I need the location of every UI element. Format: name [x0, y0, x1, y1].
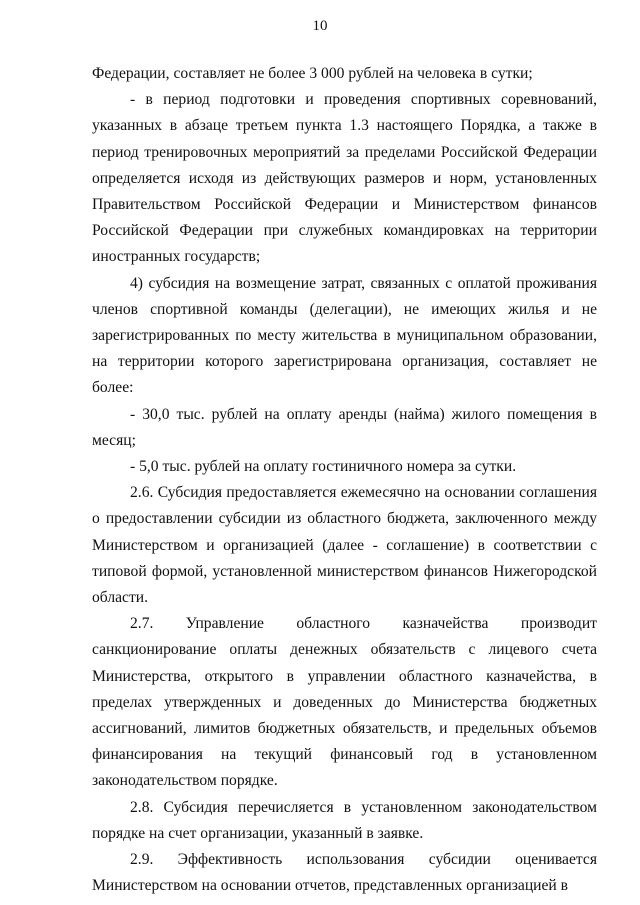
paragraph-2-6: 2.6. Субсидия предоставляется ежемесячно на основании соглашения о предоставлении субсидии из областного бюджета, заключенного между Министерством и организацией (далее - соглашение) в соответствии с типовой формой, установленной министерством финансов Нижегородской области. [92, 484, 597, 607]
paragraph-2-9: 2.9. Эффективность использования субсидии оценивается Министерством на основании отчетов, представленных организацией в [92, 851, 597, 895]
paragraph-federation-limit: Федерации, составляет не более 3 000 рублей на человека в сутки; [92, 65, 533, 82]
page-number: 10 [312, 18, 328, 34]
paragraph-subsidy-housing: 4) субсидия на возмещение затрат, связанных с оплатой проживания членов спортивной команды (делегации), не имеющих жилья и не зарегистрированных по месту жительства в муниципальном образовании, на территории которого зарегистрирована организация, составляет не более: [92, 274, 597, 397]
paragraph-abroad-training: - в период подготовки и проведения спортивных соревнований, указанных в абзаце третьем пункта 1.3 настоящего Порядка, а также в период тренировочных мероприятий за пределами Российской Федерации определяется исходя из действующих размеров и норм, установленных Правительством Российской Федерации и Министерством финансов Российской Федерации при служебных командировках на территории иностранных государств; [92, 91, 597, 266]
paragraph-2-8: 2.8. Субсидия перечисляется в установленном законодательством порядке на счет организации, указанный в заявке. [92, 798, 597, 842]
paragraph-2-7: 2.7. Управление областного казначейства производит санкционирование оплаты денежных обязательств с лицевого счета Министерства, открытого в управлении областного казначейства, в пределах утвержденных и доведенных до Министерства бюджетных ассигнований, лимитов бюджетных обязательств, и предельных объемов финансирования на текущий финансовый год в установленном законодательством порядке. [92, 615, 597, 790]
document-body [92, 61, 597, 900]
paragraph-rent-limit: - 30,0 тыс. рублей на оплату аренды (найма) жилого помещения в месяц; [92, 405, 597, 449]
paragraph-hotel-limit: - 5,0 тыс. рублей на оплату гостиничного номера за сутки. [130, 458, 517, 476]
